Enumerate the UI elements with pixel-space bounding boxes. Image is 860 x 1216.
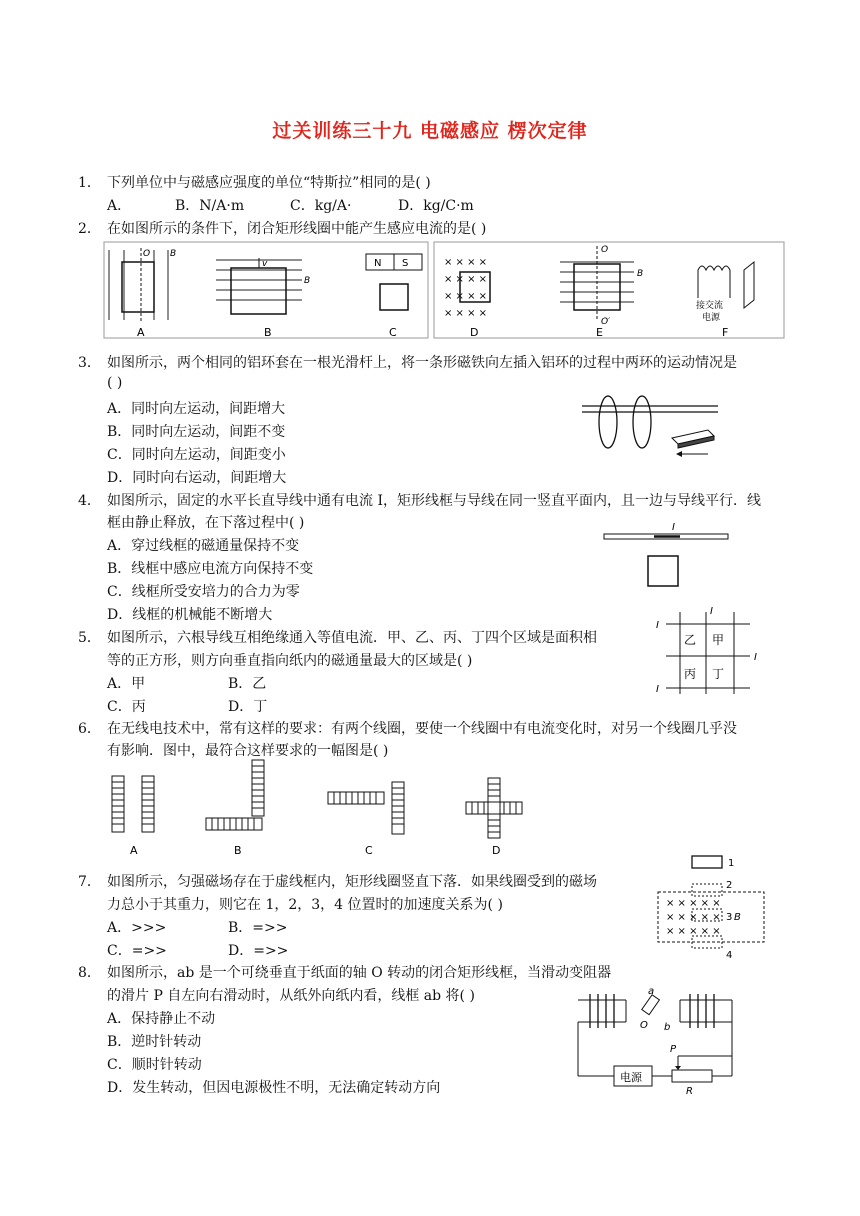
question-3-text-2: ( ) — [107, 375, 123, 391]
svg-text:I: I — [710, 606, 713, 617]
q7-figure — [654, 852, 770, 962]
q2-label-b: B — [264, 326, 272, 339]
q5-option-c: C．丙 — [107, 699, 146, 715]
q6-fig-c — [328, 782, 404, 857]
question-3-number: 3． — [78, 355, 101, 371]
q1-option-d: D．kg/C·m — [398, 198, 474, 214]
q2-f-ac-line2: 电源 — [702, 313, 721, 323]
q7-b-label: B — [734, 912, 741, 923]
svg-text:× × × ×: × × × × — [444, 274, 488, 285]
q8-b-label: b — [664, 1022, 671, 1033]
q6-figure — [100, 756, 540, 860]
q7-option-c: C．=>> — [107, 943, 167, 959]
q2-fig-f — [696, 262, 754, 339]
q4-option-d: D．线框的机械能不断增大 — [107, 607, 273, 623]
q2-a-o-label: O — [143, 249, 151, 259]
q2-e-oprime-label: O′ — [601, 317, 611, 327]
q4-option-a: A．穿过线框的磁通量保持不变 — [107, 538, 300, 554]
question-8-text-1: 如图所示，ab 是一个可绕垂直于纸面的轴 O 转动的闭合矩形线框，当滑动变阻器 — [107, 965, 612, 981]
q6-label-c: C — [365, 844, 373, 857]
q8-option-d: D．发生转动，但因电源极性不明，无法确定转动方向 — [107, 1080, 441, 1096]
q5-region-yi: 乙 — [684, 633, 697, 647]
question-1-text: 下列单位中与磁感应强度的单位“特斯拉”相同的是( ) — [107, 175, 431, 191]
q5-figure — [656, 606, 760, 700]
q4-option-c: C．线框所受安培力的合力为零 — [107, 584, 300, 600]
q1-option-a: A． — [107, 198, 132, 214]
q6-fig-d — [466, 778, 522, 857]
question-6-text-2: 有影响．图中，最符合这样要求的一幅图是( ) — [107, 743, 389, 759]
question-6-number: 6． — [78, 721, 101, 737]
q7-pos-1: 1 — [728, 858, 735, 869]
q2-e-b-label: B — [637, 269, 644, 279]
q4-figure — [602, 520, 732, 590]
q7-pos-4: 4 — [726, 950, 733, 961]
q2-b-b-label: B — [304, 276, 311, 286]
q8-o-label: O — [640, 1020, 648, 1031]
question-3-text-1: 如图所示，两个相同的铝环套在一根光滑杆上，将一条形磁铁向左插入铝环的过程中两环的运动情况是 — [107, 355, 737, 371]
q8-option-a: A．保持静止不动 — [107, 1011, 216, 1027]
q2-c-s-label: S — [402, 258, 409, 269]
question-1-number: 1． — [78, 175, 101, 191]
q4-current-label: I — [672, 522, 675, 533]
q2-f-ac-line1: 接交流 — [696, 301, 724, 311]
q4-option-b: B．线框中感应电流方向保持不变 — [107, 561, 314, 577]
page-title: 过关训练三十九 电磁感应 楞次定律 — [272, 120, 588, 142]
q7-pos-3: 3 — [726, 912, 733, 923]
q2-fig-c — [366, 254, 422, 339]
q2-fig-a — [109, 248, 176, 339]
q8-a-label: a — [648, 986, 655, 997]
q5-region-ding: 丁 — [712, 667, 725, 681]
question-8-number: 8． — [78, 965, 101, 981]
q2-label-f: F — [722, 326, 729, 339]
q3-option-c: C．同时向左运动，间距变小 — [107, 447, 286, 463]
q2-label-a: A — [137, 326, 145, 339]
question-4-number: 4． — [78, 493, 101, 509]
q1-option-b: B．N/A·m — [175, 198, 245, 214]
question-8-text-2: 的滑片 P 自左向右滑动时，从纸外向纸内看，线框 ab 将( ) — [107, 988, 475, 1004]
q7-pos-2: 2 — [726, 880, 733, 891]
question-2-text: 在如图所示的条件下，闭合矩形线圈中能产生感应电流的是( ) — [107, 221, 487, 237]
q6-fig-b — [206, 760, 264, 857]
q6-label-b: B — [234, 844, 242, 857]
q8-option-b: B．逆时针转动 — [107, 1034, 202, 1050]
svg-text:I: I — [656, 620, 659, 631]
q8-p-label: P — [670, 1044, 677, 1055]
q5-option-d: D．丁 — [228, 699, 268, 715]
question-6-text-1: 在无线电技术中，常有这样的要求：有两个线圈，要使一个线圈中有电流变化时，对另一个线圈几乎没 — [107, 721, 737, 737]
svg-text:× × × × ×: × × × × × — [666, 926, 721, 937]
svg-text:I: I — [754, 652, 757, 663]
q8-option-c: C．顺时针转动 — [107, 1057, 202, 1073]
question-4-text-2: 框由静止释放，在下落过程中( ) — [107, 515, 305, 531]
q7-option-d: D．=>> — [228, 943, 289, 959]
q5-region-jia: 甲 — [712, 633, 725, 647]
q8-source-label: 电源 — [620, 1071, 642, 1084]
question-2-number: 2． — [78, 221, 101, 237]
svg-text:× × × × ×: × × × × × — [666, 912, 721, 923]
q2-label-c: C — [389, 326, 397, 339]
q2-fig-e — [560, 245, 643, 339]
q6-label-d: D — [492, 844, 501, 857]
q2-figure-panel — [104, 240, 784, 340]
q6-fig-a — [112, 776, 154, 857]
svg-text:I: I — [656, 684, 659, 695]
q3-option-a: A．同时向左运动，间距增大 — [107, 401, 286, 417]
q7-option-b: B．=>> — [228, 920, 288, 936]
q3-figure — [580, 392, 720, 458]
q2-fig-d — [444, 257, 490, 339]
q1-option-c: C．kg/A· — [290, 198, 352, 214]
q8-figure — [576, 986, 740, 1096]
q2-c-n-label: N — [374, 258, 382, 269]
q3-option-d: D．同时向右运动，间距增大 — [107, 470, 287, 486]
svg-text:× × × ×: × × × × — [444, 257, 488, 268]
q6-label-a: A — [130, 844, 138, 857]
question-4-text-1: 如图所示，固定的水平长直导线中通有电流 I，矩形线框与导线在同一竖直平面内，且一边与导线平行．线 — [107, 493, 761, 509]
question-7-number: 7． — [78, 874, 101, 890]
q2-label-e: E — [596, 326, 603, 339]
q5-region-bing: 丙 — [684, 667, 697, 681]
q7-option-a: A．>>> — [107, 920, 167, 936]
question-5-text-1: 如图所示，六根导线互相绝缘通入等值电流．甲、乙、丙、丁四个区域是面积相 — [107, 630, 597, 646]
question-7-text-2: 力总小于其重力，则它在 1，2，3，4 位置时的加速度关系为( ) — [107, 897, 503, 913]
q2-fig-b — [216, 258, 310, 339]
question-5-text-2: 等的正方形，则方向垂直指向纸内的磁通量最大的区域是( ) — [107, 653, 473, 669]
q5-option-b: B．乙 — [228, 676, 267, 692]
svg-text:× × × ×: × × × × — [444, 308, 488, 319]
question-7-text-1: 如图所示，匀强磁场存在于虚线框内，矩形线圈竖直下落．如果线圈受到的磁场 — [107, 874, 597, 890]
q5-option-a: A．甲 — [107, 676, 146, 692]
q2-a-b-label: B — [170, 249, 177, 259]
q2-label-d: D — [470, 326, 479, 339]
q2-b-v-label: v — [262, 259, 268, 269]
svg-text:× × × ×: × × × × — [444, 291, 488, 302]
svg-text:× × × × ×: × × × × × — [666, 898, 721, 909]
q3-option-b: B．同时向左运动，间距不变 — [107, 424, 286, 440]
q2-e-o-label: O — [601, 245, 609, 255]
q8-r-label: R — [686, 1086, 693, 1097]
question-5-number: 5． — [78, 630, 101, 646]
